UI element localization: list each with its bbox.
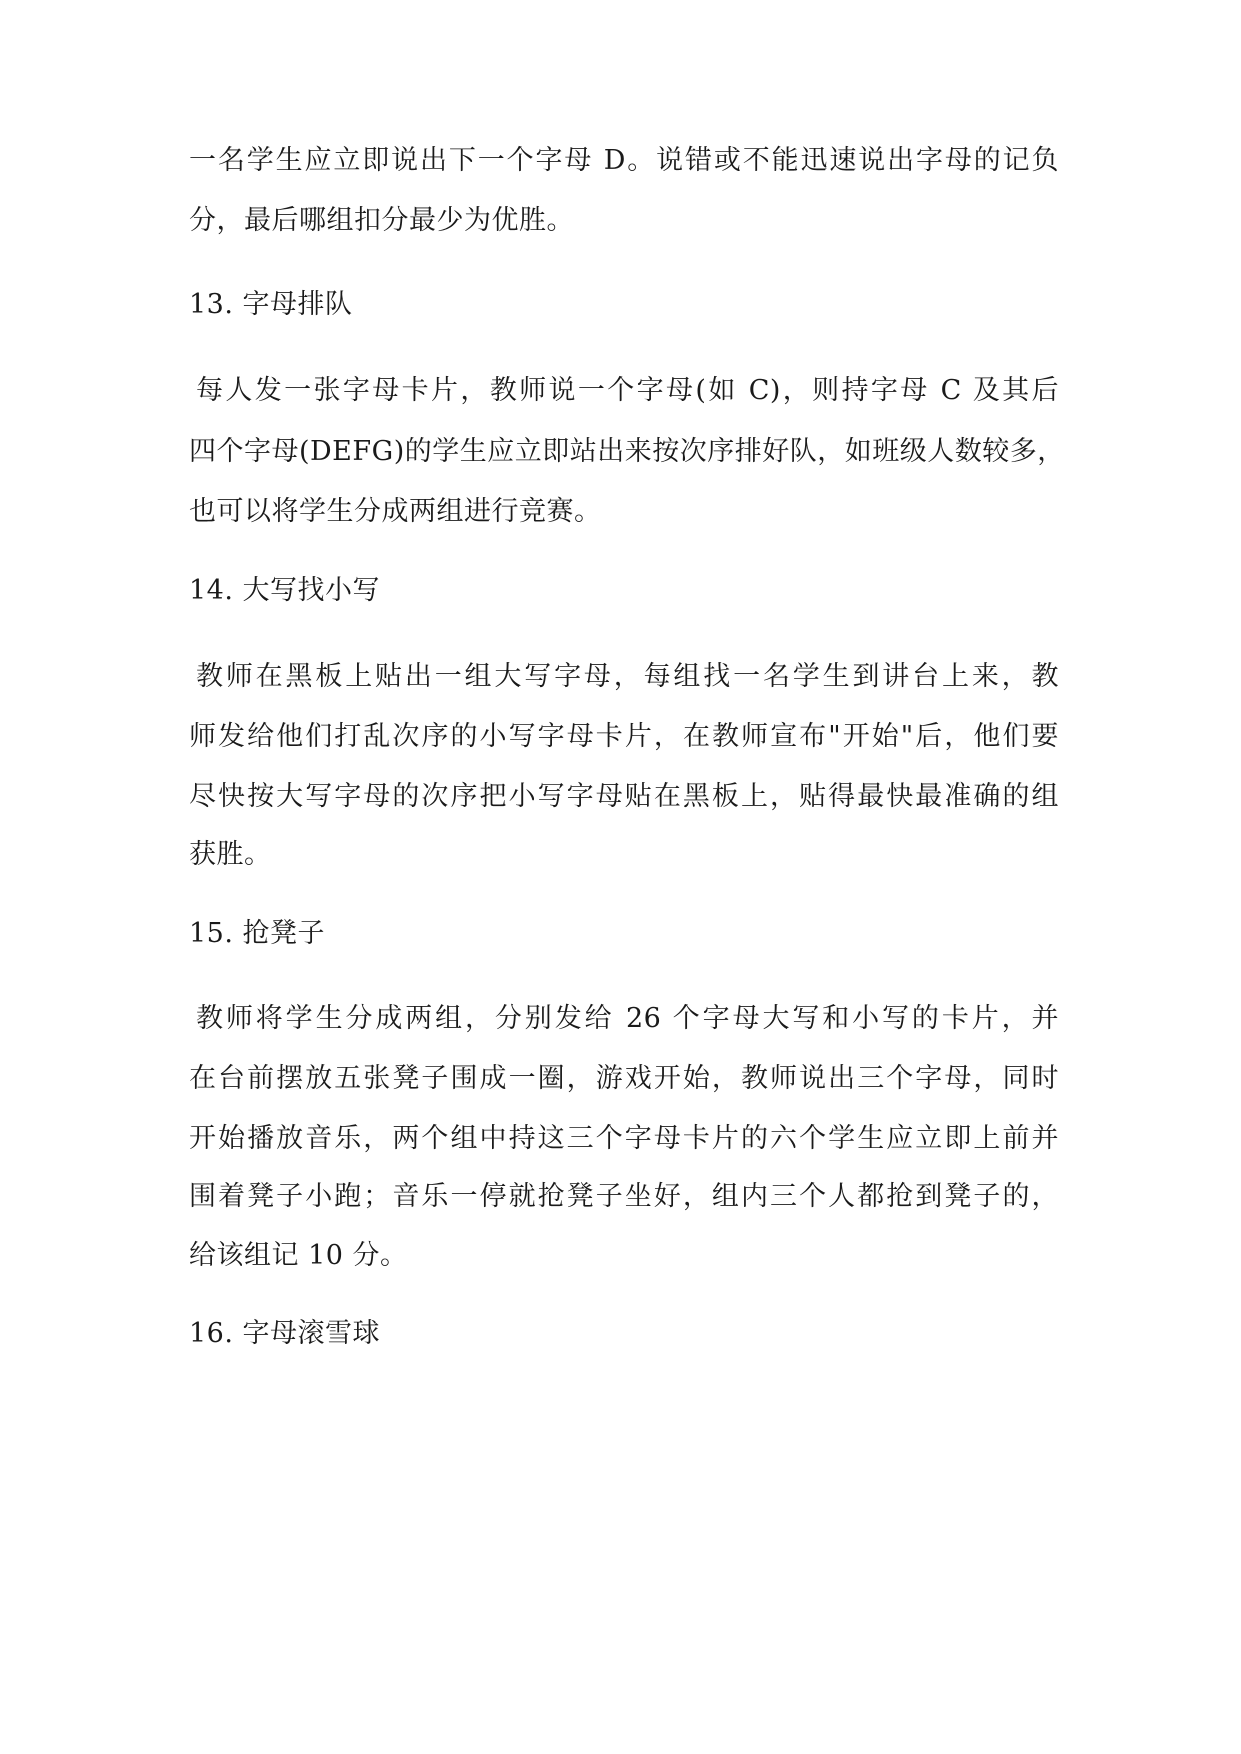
paragraph-line: 教师将学生分成两组，分别发给 26 个字母大写和小写的卡片，并	[196, 1003, 1059, 1034]
paragraph-line: 师发给他们打乱次序的小写字母卡片，在教师宣布"开始"后，他们要	[189, 721, 1059, 752]
paragraph-line: 也可以将学生分成两组进行竞赛。	[189, 496, 602, 527]
paragraph-line: 教师在黑板上贴出一组大写字母，每组找一名学生到讲台上来，教	[196, 661, 1059, 692]
paragraph-line: 分，最后哪组扣分最少为优胜。	[189, 205, 574, 236]
section-heading: 14. 大写找小写	[189, 575, 381, 606]
paragraph-line: 给该组记 10 分。	[189, 1240, 408, 1271]
paragraph-line: 每人发一张字母卡片，教师说一个字母(如 C)，则持字母 C 及其后	[196, 375, 1059, 406]
section-heading: 16. 字母滚雪球	[189, 1318, 381, 1349]
paragraph-line: 围着凳子小跑；音乐一停就抢凳子坐好，组内三个人都抢到凳子的，	[189, 1181, 1059, 1212]
paragraph-line: 四个字母(DEFG)的学生应立即站出来按次序排好队，如班级人数较多，	[189, 436, 1065, 467]
paragraph-line: 在台前摆放五张凳子围成一圈，游戏开始，教师说出三个字母，同时	[189, 1063, 1059, 1094]
paragraph-line: 一名学生应立即说出下一个字母 D。说错或不能迅速说出字母的记负	[189, 145, 1059, 176]
section-heading: 15. 抢凳子	[189, 918, 326, 949]
paragraph-line: 尽快按大写字母的次序把小写字母贴在黑板上，贴得最快最准确的组	[189, 781, 1059, 812]
section-heading: 13. 字母排队	[189, 289, 353, 320]
paragraph-line: 开始播放音乐，两个组中持这三个字母卡片的六个学生应立即上前并	[189, 1123, 1059, 1154]
paragraph-line: 获胜。	[189, 839, 272, 870]
